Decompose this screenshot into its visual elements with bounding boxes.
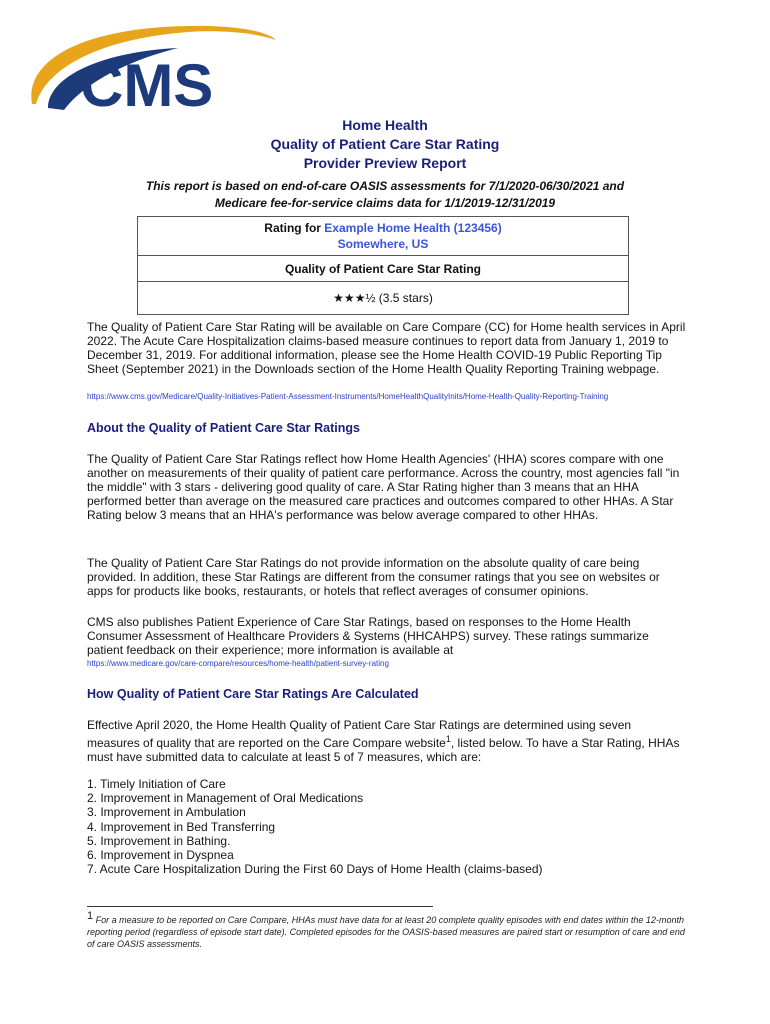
footnote-divider (87, 906, 433, 907)
training-link[interactable]: https://www.cms.gov/Medicare/Quality-Initiatives-Patient-Assessment-Instruments/HomeHealthQualityInits/Home-Health-Quality-Reporting-Training (87, 392, 609, 401)
survey-rating-link[interactable]: https://www.medicare.gov/care-compare/resources/home-health/patient-survey-rating (87, 659, 389, 668)
about-paragraph-2: The Quality of Patient Care Star Ratings do not provide information on the absolute quality of care being provided. In addition, these Star Ratings are different from the consumer ratings that you see on websites or apps for products like books, restaurants, or hotels that reflect averages of consumer opinions. (87, 556, 660, 598)
about-heading: About the Quality of Patient Care Star Ratings (87, 421, 360, 435)
cms-logo (18, 18, 278, 118)
report-subtitle (60, 178, 710, 212)
agency-cell (138, 217, 629, 256)
measure-item: 3. Improvement in Ambulation (87, 805, 246, 820)
title-line-3: Provider Preview Report (303, 155, 467, 171)
rating-table (137, 216, 629, 315)
star-rating-text: (3.5 stars) (378, 291, 433, 305)
measure-item: 2. Improvement in Management of Oral Medications (87, 791, 364, 806)
rating-for-label: Rating for (264, 221, 321, 235)
calculated-text-part1: Effective April 2020, the Home Health Quality of Patient Care Star Ratings are determined using seven measures of quality that are reported on the Care Compare website (87, 718, 632, 750)
agency-name: Example Home Health (123456) (324, 221, 502, 235)
about-paragraph-1: The Quality of Patient Care Star Ratings reflect how Home Health Agencies' (HHA) scores compare with one another on measurements of their quality of patient care performance. Across the country, most agencies fall "in the middle" with 3 stars - delivering good quality of care. A Star Rating higher than 3 means that an HHA performed better than average on the measured care practices and outcomes compared to other HHAs. A Star Rating below 3 means that an HHA's performance was below average compared to other HHAs. (87, 452, 680, 522)
star-rating-icon: ★★★½ (333, 291, 376, 305)
footnote (87, 910, 687, 950)
footnote-marker: 1 (87, 910, 94, 922)
title-line-1: Home Health (342, 117, 428, 133)
rating-column-header: Quality of Patient Care Star Rating (138, 256, 629, 282)
intro-paragraph: The Quality of Patient Care Star Rating will be available on Care Compare (CC) for Home health services in April 2022. The Acute Care Hospitalization claims-based measure continues to report data from January 1, 2019 to December 31, 2019. For additional information, please see the Home Health COVID-19 Public Reporting Tip Sheet (September 2021) in the Downloads section of the Home Health Quality Reporting Training webpage. (87, 320, 686, 376)
title-line-2: Quality of Patient Care Star Rating (270, 136, 500, 152)
footnote-reference: 1 (445, 734, 451, 744)
measure-item: 4. Improvement in Bed Transferring (87, 819, 276, 834)
about-paragraph-3: CMS also publishes Patient Experience of Care Star Ratings, based on responses to the Home Health Consumer Assessment of Healthcare Providers & Systems (HHCAHPS) survey. These ratings summarize patient feedback on their experience; more information is available at (87, 615, 649, 657)
agency-location: Somewhere, US (337, 237, 429, 251)
calculated-text-part2: , listed below. To have a Star Rating, HHAs must have submitted data to calculate at least 5 of 7 measures, which are: (87, 736, 680, 764)
logo-text: CMS (80, 52, 214, 118)
measures-list (87, 777, 543, 876)
calculated-paragraph (87, 718, 687, 764)
footnote-text: For a measure to be reported on Care Compare, HHAs must have data for at least 20 complete quality episodes with end dates within the 12-month reporting period (regardless of episode start date). Completed episodes for the OASIS-based measures are paired start or resumption of care and end of care OASIS assessments. (87, 915, 685, 949)
measure-item: 1. Timely Initiation of Care (87, 777, 226, 791)
report-title (0, 116, 770, 173)
subtitle-line-1: This report is based on end-of-care OASIS assessments for 7/1/2020-06/30/2021 and (145, 179, 625, 193)
subtitle-line-2: Medicare fee-for-service claims data for 1/1/2019-12/31/2019 (214, 196, 556, 210)
star-rating-cell (138, 282, 629, 315)
measure-item: 5. Improvement in Bathing. (87, 833, 231, 848)
calculated-heading: How Quality of Patient Care Star Ratings Are Calculated (87, 687, 419, 701)
measure-item: 6. Improvement in Dyspnea (87, 848, 234, 863)
measure-item: 7. Acute Care Hospitalization During the First 60 Days of Home Health (claims-based) (87, 862, 543, 877)
